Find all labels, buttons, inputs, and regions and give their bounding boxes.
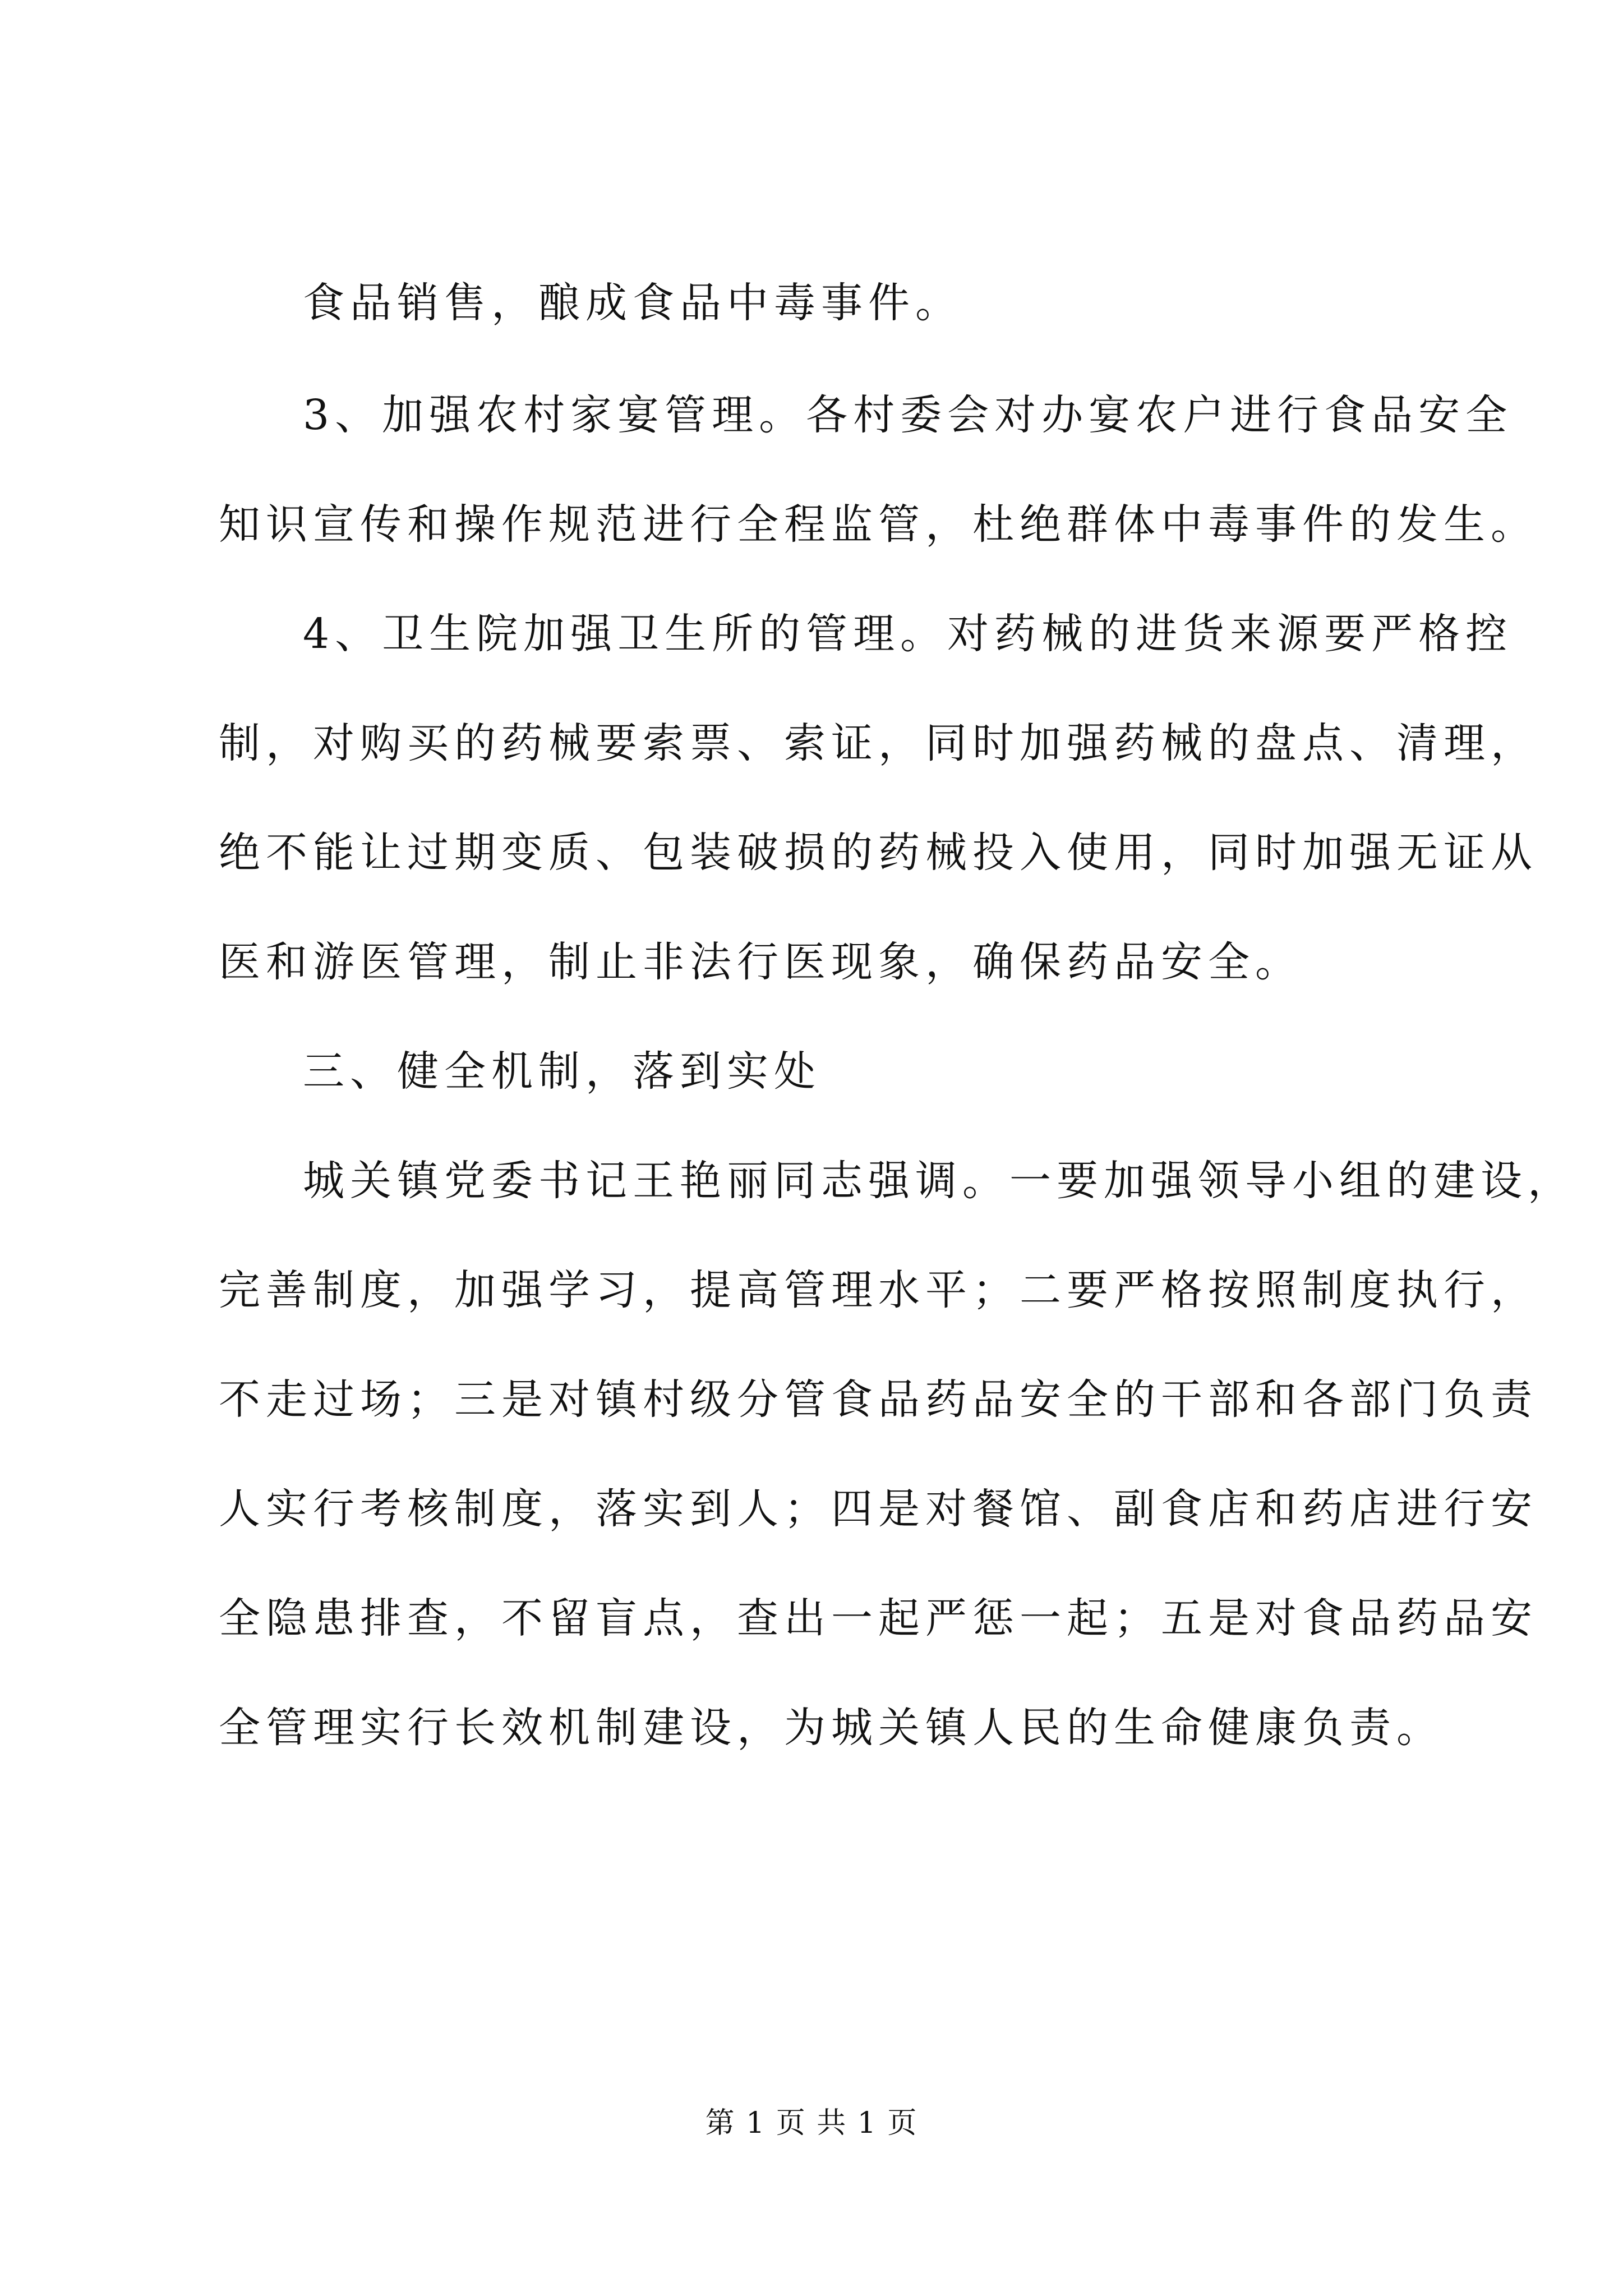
text-line-14: 全管理实行长效机制建设，为城关镇人民的生命健康负责。 bbox=[219, 1704, 1444, 1752]
text-line-4: 4、卫生院加强卫生所的管理。对药械的进货来源要严格控 bbox=[303, 610, 1513, 658]
text-line-6: 绝不能让过期变质、包装破损的药械投入使用，同时加强无证从 bbox=[219, 829, 1538, 877]
text-line-5: 制，对购买的药械要索票、索证，同时加强药械的盘点、清理， bbox=[219, 719, 1538, 767]
section-heading: 三、健全机制，落到实处 bbox=[303, 1047, 821, 1096]
text-line-7: 医和游医管理，制止非法行医现象，确保药品安全。 bbox=[219, 938, 1302, 986]
text-line-11: 不走过场；三是对镇村级分管食品药品安全的干部和各部门负责 bbox=[219, 1375, 1538, 1424]
text-line-13: 全隐患排查，不留盲点，查出一起严惩一起；五是对食品药品安 bbox=[219, 1594, 1538, 1642]
text-line-12: 人实行考核制度，落实到人；四是对餐馆、副食店和药店进行安 bbox=[219, 1485, 1538, 1533]
text-line-10: 完善制度，加强学习，提高管理水平；二要严格按照制度执行， bbox=[219, 1266, 1538, 1314]
text-line-3: 知识宣传和操作规范进行全程监管，杜绝群体中毒事件的发生。 bbox=[219, 500, 1538, 549]
text-line-9: 城关镇党委书记王艳丽同志强调。一要加强领导小组的建设， bbox=[303, 1157, 1575, 1205]
text-line-2: 3、加强农村家宴管理。各村委会对办宴农户进行食品安全 bbox=[303, 391, 1513, 439]
text-line-1: 食品销售，酿成食品中毒事件。 bbox=[303, 279, 962, 327]
page-number-footer: 第 1 页 共 1 页 bbox=[705, 2106, 918, 2140]
